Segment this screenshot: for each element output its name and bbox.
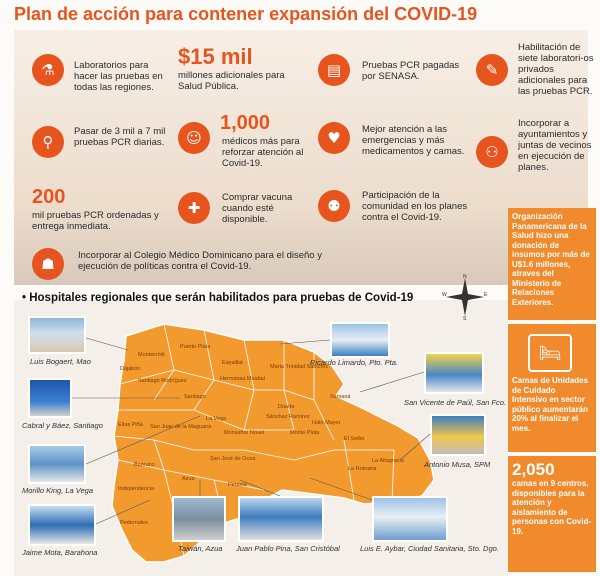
province-label: Monte Plata [290, 430, 320, 436]
doctors-text: médicos más para reforzar atención al Covid-19. [222, 136, 304, 169]
beds-text: camas en 9 centros, disponibles para la atención y aislamiento de personas con Covid-19. [512, 479, 592, 536]
province-label: Pedernales [120, 520, 148, 526]
province-label: Azua [182, 476, 195, 482]
presentation-icon: ☗ [32, 248, 64, 280]
hospital-caption: Jaime Mota, Barahona [22, 548, 98, 557]
ops-donation-box: Organización Panamericana de la Salud hizo una donación de insumos por más de U$1.6 millones, atraves del Ministerio de Relaciones Exteriores. [508, 208, 596, 320]
province-label: Espaillat [222, 360, 243, 366]
province-label: Hermanas Mirabal [220, 376, 265, 382]
hospital-photo [424, 352, 484, 394]
compass-icon [442, 274, 488, 320]
hospital-bed-icon: 🛏 [528, 334, 572, 372]
svg-text:E: E [484, 292, 488, 298]
community-text: Participación de la comunidad en los planes contra el Covid-19. [362, 190, 468, 223]
province-label: Montecristi [138, 352, 165, 358]
province-label: Santiago Rodríguez [138, 378, 187, 384]
hospital-caption: Cabral y Báez, Santiago [22, 421, 103, 430]
province-label: El Seibo [344, 436, 365, 442]
province-label: La Romana [348, 466, 377, 472]
svg-text:N: N [463, 274, 467, 280]
province-label: Baoruco [134, 462, 155, 468]
hospital-caption: Antonio Musa, SPM [424, 460, 491, 469]
beds-box [508, 456, 596, 572]
vaccine-text: Comprar vacuna cuando esté disponible. [222, 192, 293, 225]
page-title: Plan de acción para contener expansión del COVID-19 [14, 4, 478, 24]
hospital-caption: San Vicente de Paúl, San Fco. [404, 398, 507, 407]
senasa-text: Pruebas PCR pagadas por SENASA. [362, 60, 460, 82]
province-label: Peravia [228, 482, 247, 488]
document-icon: ▤ [318, 54, 350, 86]
hospital-caption: Taiwán, Azua [178, 544, 223, 553]
province-label: Santiago [184, 394, 206, 400]
province-label: Duarte [278, 404, 295, 410]
province-label: Hato Mayor [312, 420, 341, 426]
pcr-daily-text: Pasar de 3 mil a 7 mil pruebas PCR diarias. [74, 126, 166, 148]
community-icon: ⚉ [318, 190, 350, 222]
laboratory-icon: ⚗ [32, 54, 64, 86]
hospital-caption: Luis Bogaert, Mao [30, 357, 91, 366]
clipboard-icon: ✎ [476, 54, 508, 86]
doctors-figure: 1,000 [220, 112, 271, 134]
svg-text:W: W [442, 292, 447, 298]
hospital-caption: Juan Pablo Pina, San Cristóbal [236, 544, 340, 553]
province-label: Independencia [118, 486, 155, 492]
hospital-caption: Ricardo Limardo, Pto. Pta. [310, 358, 398, 367]
meeting-icon: ⚇ [476, 136, 508, 168]
province-label: Samaná [330, 394, 351, 400]
syringe-icon: ✚ [178, 192, 210, 224]
province-label: La Vega [206, 416, 227, 422]
province-label: Dajabón [120, 366, 141, 372]
money-text: millones adicionales para Salud Pública. [178, 70, 285, 92]
province-label: La Altagracia [372, 458, 404, 464]
svg-text:S: S [463, 316, 467, 320]
beds-figure: 2,050 [512, 460, 555, 479]
hospital-photo [28, 316, 86, 354]
heart-hand-icon: ♥ [318, 122, 350, 154]
money-figure: $15 mil [178, 44, 253, 69]
province-label: Sánchez Ramírez [266, 414, 310, 420]
province-label: Puerto Plata [180, 344, 211, 350]
hospitals-title: • Hospitales regionales que serán habilitados para pruebas de Covid-19 [22, 292, 414, 304]
province-label: Monseñor Nouel [224, 430, 265, 436]
hospital-photo [372, 496, 448, 542]
pcr-order-text: mil pruebas PCR ordenadas y entrega inmediata. [32, 210, 159, 232]
hospital-photo [430, 414, 486, 456]
hospital-photo [28, 378, 72, 418]
hospital-photo [172, 496, 226, 542]
test-tube-icon: ⚲ [32, 126, 64, 158]
private-labs-text: Habilitación de siete laboratori-os privados adicionales para las pruebas PCR. [518, 42, 594, 97]
hospital-caption: Morillo King, La Vega [22, 486, 94, 495]
pcr-order-figure: 200 [32, 186, 66, 208]
province-label: María Trinidad Sánchez [270, 364, 329, 370]
hospital-photo [28, 444, 86, 484]
province-label: Elías Piña [118, 422, 143, 428]
labs-text: Laboratorios para hacer las pruebas en todas las regiones. [74, 60, 163, 93]
province-label: San Juan de la Maguana [150, 424, 212, 430]
hospital-photo [330, 322, 390, 358]
hospital-photo [28, 504, 96, 546]
hospital-photo [238, 496, 324, 542]
doctor-icon: ☺ [178, 122, 210, 154]
icu-text: Camas de Unidades de Cuidado Intensivo en sector público aumentarán 20% al finalizar el mes. [512, 376, 589, 433]
province-label: San José de Ocoa [210, 456, 256, 462]
hospital-caption: Luis E. Aybar, Ciudad Sanitaria, Sto. Dgo. [360, 544, 499, 553]
emergencies-text: Mejor atención a las emergencias y más medicamentos y camas. [362, 124, 465, 157]
colegio-text: Incorporar al Colegio Médico Dominicano para el diseño y ejecución de políticas contra el Covid-19. [78, 250, 322, 272]
councils-text: Incorporar a ayuntamientos y juntas de vecinos en ejecución de planes. [518, 118, 592, 173]
